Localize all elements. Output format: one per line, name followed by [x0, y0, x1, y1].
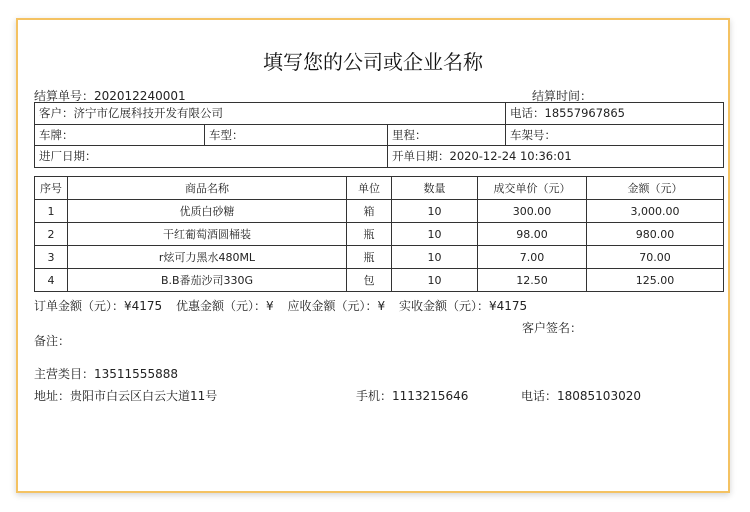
header-price: 成交单价（元） [478, 177, 587, 200]
row-qty: 10 [392, 223, 478, 246]
row-index: 4 [35, 269, 68, 292]
header-qty: 数量 [392, 177, 478, 200]
settle-time: 结算时间： [532, 89, 593, 103]
row-amount: 3,000.00 [587, 200, 724, 223]
row-index: 3 [35, 246, 68, 269]
received-amount: 实收金额（元）：¥4175 [398, 299, 528, 313]
address: 地址：贵阳市白云区白云大道11号 [34, 389, 218, 403]
plate-cell: 车牌： [35, 124, 205, 146]
items-header-row [35, 177, 724, 200]
row-qty: 10 [392, 246, 478, 269]
row-index: 2 [35, 223, 68, 246]
entry-date-cell: 进厂日期： [35, 146, 388, 168]
row-qty: 10 [392, 269, 478, 292]
mileage-cell: 里程： [388, 124, 506, 146]
customer-signature: 客户签名： [522, 321, 583, 335]
company-title: 填写您的公司或企业名称 [263, 50, 483, 74]
model-cell: 车型： [205, 124, 388, 146]
telephone: 电话：18085103020 [521, 389, 641, 403]
items-table [34, 176, 724, 292]
table-row [35, 246, 724, 269]
row-unit: 瓶 [347, 223, 392, 246]
row-amount: 70.00 [587, 246, 724, 269]
row-price: 300.00 [478, 200, 587, 223]
row-qty: 10 [392, 200, 478, 223]
row-product: B.B番茄沙司330G [68, 269, 347, 292]
row-price: 12.50 [478, 269, 587, 292]
main-category: 主营类目：13511555888 [34, 367, 178, 381]
row-unit: 瓶 [347, 246, 392, 269]
row-product: r炫可力黑水480ML [68, 246, 347, 269]
row-product: 优质白砂糖 [68, 200, 347, 223]
row-unit: 箱 [347, 200, 392, 223]
row-index: 1 [35, 200, 68, 223]
receivable-amount: 应收金额（元）：¥ [287, 299, 386, 313]
customer-info-table [34, 102, 724, 168]
summary-line [34, 297, 537, 314]
header-unit: 单位 [347, 177, 392, 200]
customer-cell: 客户：济宁市亿展科技开发有限公司 [35, 103, 506, 125]
row-price: 98.00 [478, 223, 587, 246]
table-row [35, 200, 724, 223]
row-product: 干红葡萄酒圆桶装 [68, 223, 347, 246]
row-amount: 125.00 [587, 269, 724, 292]
table-row [35, 223, 724, 246]
settle-number: 结算单号：202012240001 [34, 89, 186, 103]
vin-cell: 车架号： [506, 124, 724, 146]
mobile: 手机：1113215646 [356, 389, 469, 403]
open-date-cell: 开单日期：2020-12-24 10:36:01 [388, 146, 724, 168]
receipt-sheet [16, 18, 730, 493]
row-unit: 包 [347, 269, 392, 292]
table-row [35, 269, 724, 292]
phone-cell: 电话：18557967865 [506, 103, 724, 125]
remark: 备注： [34, 334, 71, 348]
discount-amount: 优惠金额（元）：¥ [176, 299, 274, 313]
header-amount: 金额（元） [587, 177, 724, 200]
header-index: 序号 [35, 177, 68, 200]
row-amount: 980.00 [587, 223, 724, 246]
header-product: 商品名称 [68, 177, 347, 200]
order-amount: 订单金额（元）：¥4175 [34, 299, 163, 313]
row-price: 7.00 [478, 246, 587, 269]
